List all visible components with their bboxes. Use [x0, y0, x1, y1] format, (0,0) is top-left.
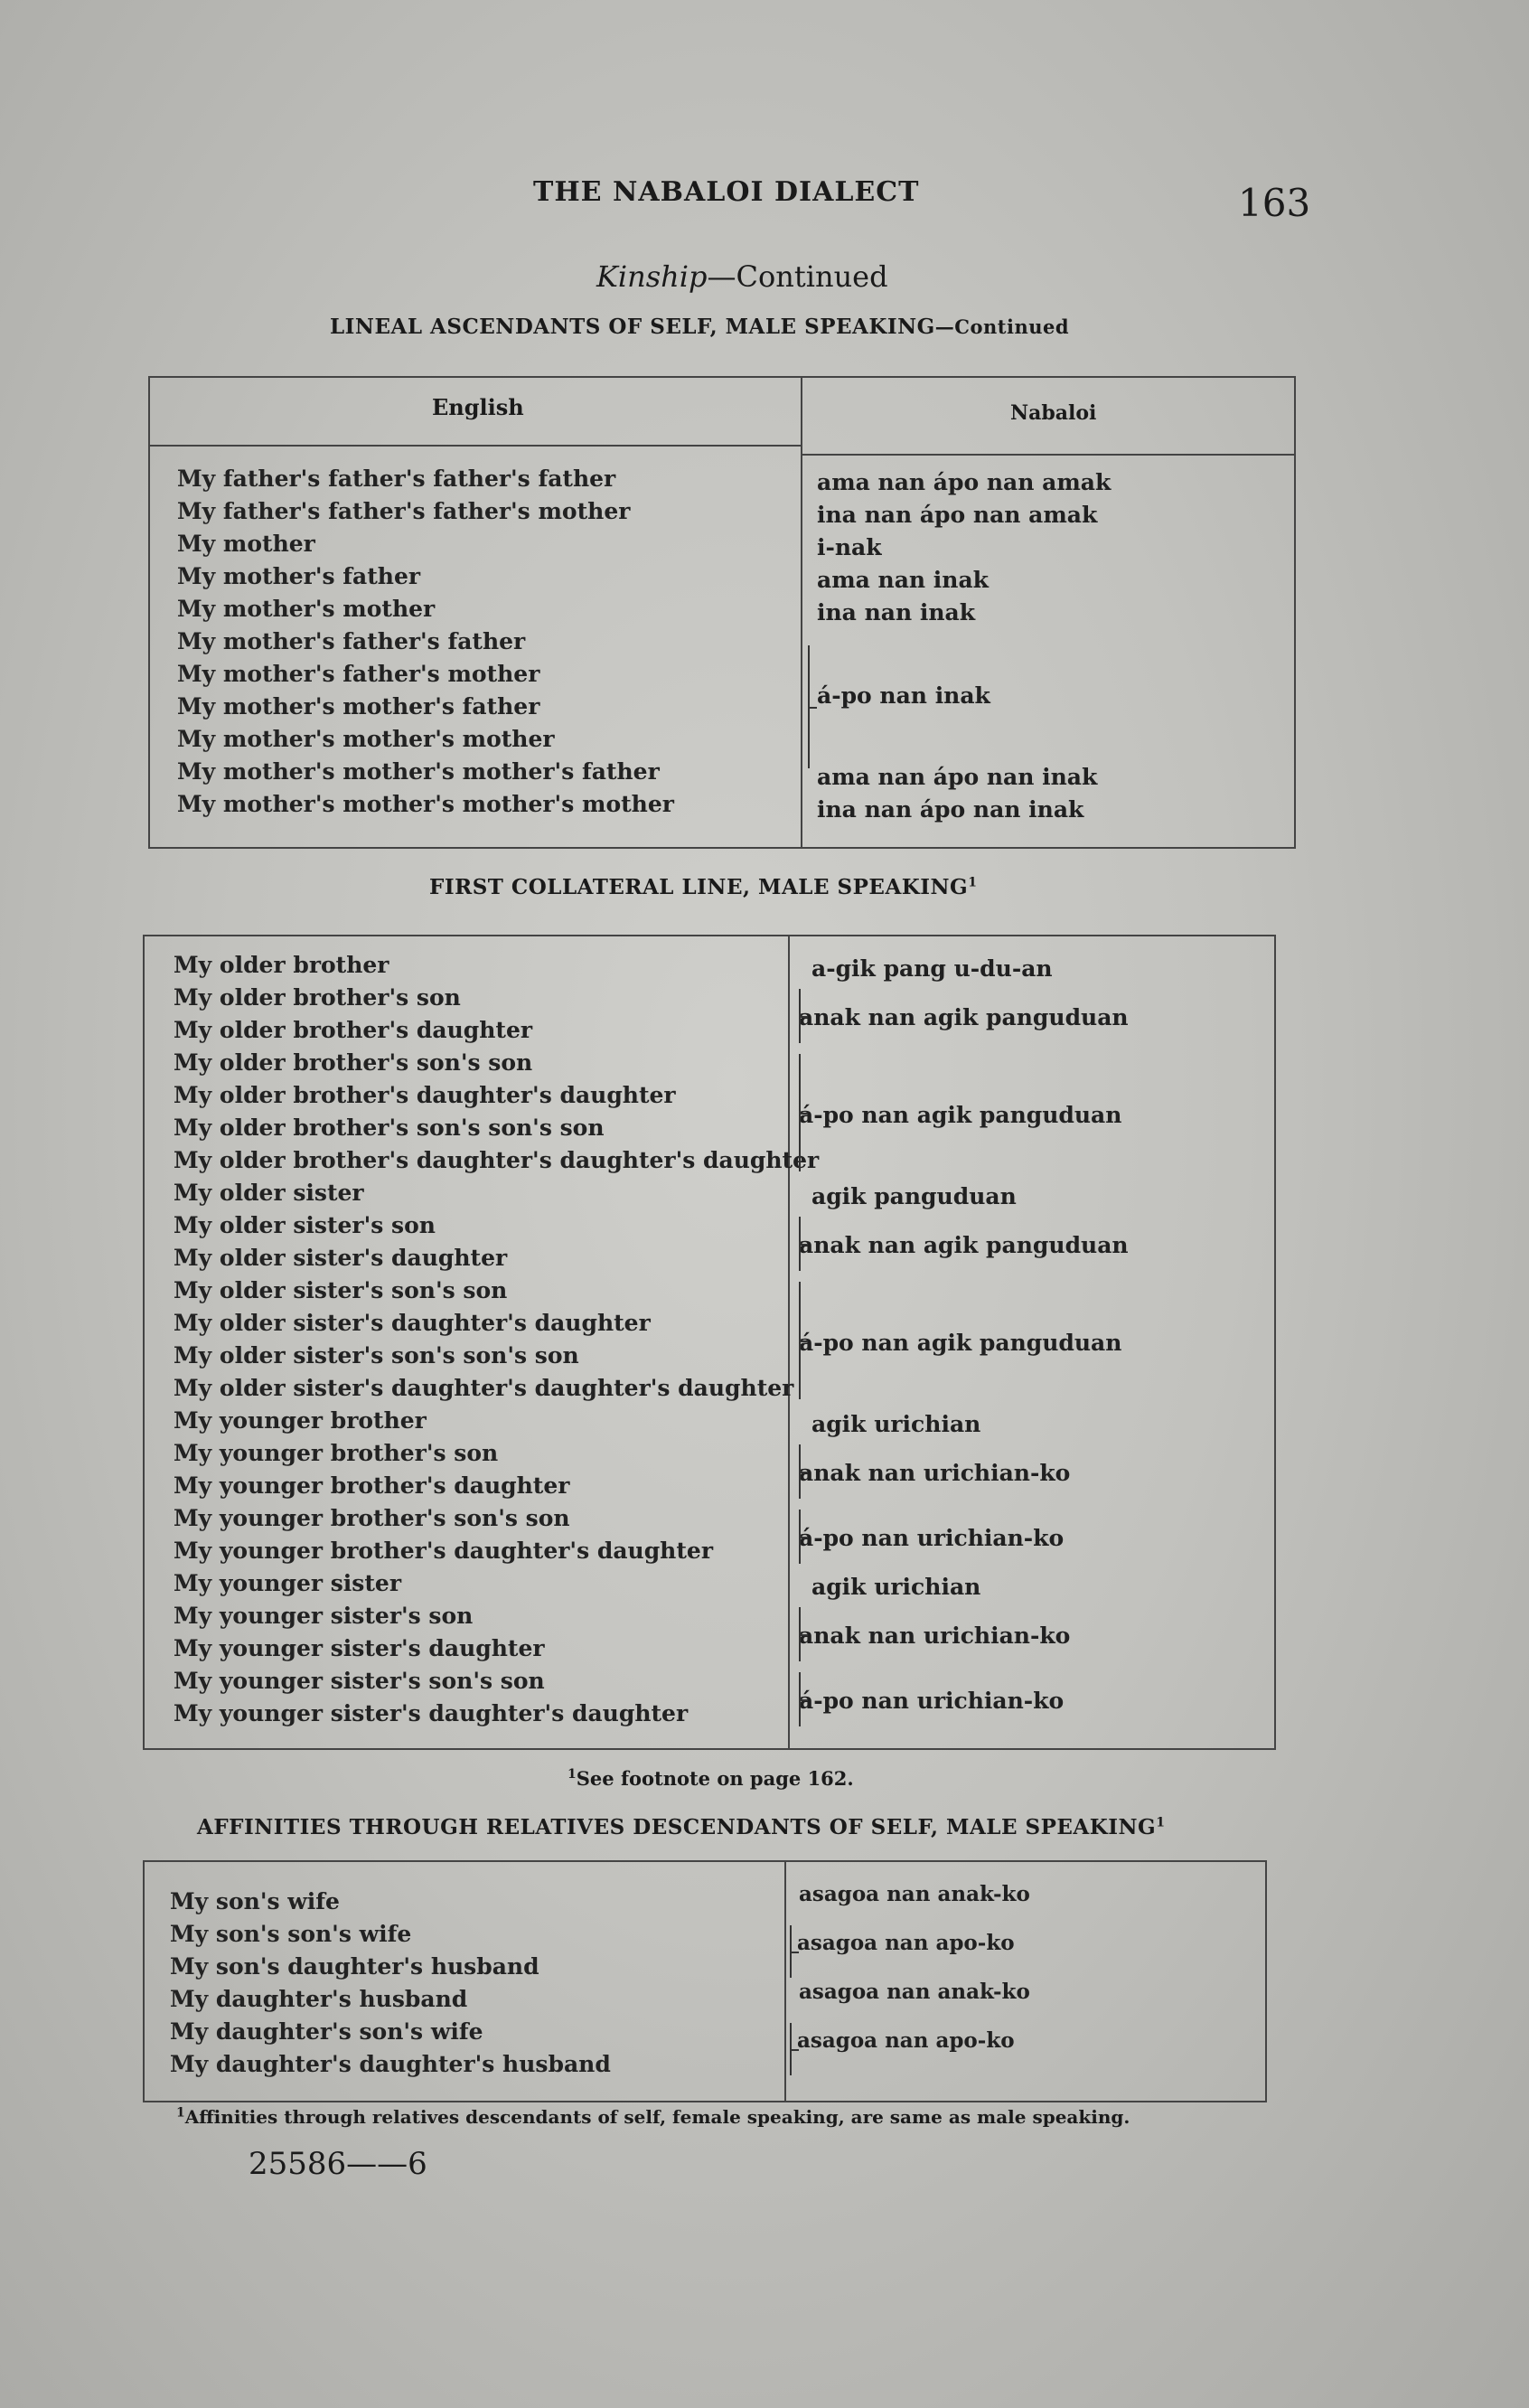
nabaloi-term: i-nak — [817, 534, 882, 560]
english-term: My daughter's husband — [170, 1986, 468, 2012]
nabaloi-term: ina nan ápo nan amak — [817, 502, 1098, 528]
header-rule-english — [150, 445, 801, 447]
english-term: My mother's father — [177, 563, 421, 589]
grouping-brace — [799, 1672, 810, 1726]
nabaloi-term: á-po nan urichian-ko — [799, 1688, 1065, 1714]
footnote-marker: 1 — [1156, 1815, 1166, 1830]
grouping-brace — [808, 645, 819, 768]
english-term: My younger sister — [174, 1570, 401, 1596]
english-term: My younger brother's daughter's daughter — [174, 1538, 713, 1564]
english-term: My older sister's son's son's son — [174, 1342, 579, 1369]
english-term: My younger sister's daughter — [174, 1635, 545, 1661]
english-term: My younger brother's son — [174, 1440, 499, 1466]
grouping-brace — [799, 1054, 810, 1171]
section2-footnote — [568, 1767, 854, 1790]
english-term: My older brother's daughter's daughter's daughter — [174, 1147, 820, 1173]
english-term: My mother's mother's mother's father — [177, 758, 660, 785]
english-term: My older sister's son — [174, 1212, 436, 1238]
kinship-continued: —Continued — [707, 259, 888, 294]
english-term: My mother's mother's father — [177, 693, 540, 720]
footnote-marker: 1 — [568, 1767, 577, 1782]
grouping-brace — [799, 1217, 810, 1271]
english-term: My older sister's daughter's daughter's daughter — [174, 1375, 794, 1401]
section2-heading — [429, 875, 977, 899]
nabaloi-term: ama nan ápo nan inak — [817, 764, 1098, 790]
footnote-marker: 1 — [176, 2105, 185, 2121]
nabaloi-term: á-po nan urichian-ko — [799, 1525, 1065, 1551]
nabaloi-term: anak nan urichian-ko — [799, 1623, 1071, 1649]
kinship-heading — [596, 259, 888, 294]
english-term: My older sister's daughter's daughter — [174, 1310, 651, 1336]
column-header-english: English — [432, 394, 524, 420]
english-term: My older brother's son — [174, 984, 461, 1011]
english-term: My mother — [177, 531, 315, 557]
english-term: My older sister's son's son — [174, 1277, 508, 1303]
section1-heading — [330, 315, 1069, 339]
grouping-brace — [790, 2023, 801, 2075]
column-divider — [788, 936, 790, 1748]
english-term: My older sister — [174, 1180, 364, 1206]
nabaloi-term: ina nan ápo nan inak — [817, 796, 1084, 823]
english-term: My mother's father's mother — [177, 661, 540, 687]
section1-continued: —Continued — [934, 315, 1070, 338]
english-term: My daughter's daughter's husband — [170, 2051, 611, 2077]
nabaloi-term: a-gik pang u-du-an — [811, 955, 1053, 982]
english-term: My son's wife — [170, 1888, 340, 1914]
section2-table — [143, 935, 1276, 1750]
footnote-text: See footnote on page 162. — [576, 1767, 854, 1790]
nabaloi-term: á-po nan agik panguduan — [799, 1330, 1122, 1356]
english-term: My son's son's wife — [170, 1921, 412, 1947]
nabaloi-term: anak nan agik panguduan — [799, 1004, 1129, 1030]
section1-table — [148, 376, 1296, 849]
header-rule-nabaloi — [801, 454, 1294, 456]
grouping-brace — [790, 1925, 801, 1978]
english-term: My mother's father's father — [177, 628, 526, 654]
english-term: My older brother's son's son's son — [174, 1115, 605, 1141]
section1-title: LINEAL ASCENDANTS OF SELF, MALE SPEAKING — [330, 315, 935, 339]
nabaloi-term: agik panguduan — [811, 1183, 1017, 1209]
english-term: My older brother's son's son — [174, 1049, 533, 1076]
nabaloi-term: ama nan ápo nan amak — [817, 469, 1112, 495]
footnote-text: Affinities through relatives descendants of self, female speaking, are same as male speaking. — [184, 2106, 1130, 2128]
kinship-label: Kinship — [596, 259, 708, 294]
grouping-brace — [799, 1510, 810, 1564]
grouping-brace — [799, 1607, 810, 1661]
english-term: My older brother's daughter — [174, 1017, 533, 1043]
english-term: My mother's mother's mother's mother — [177, 791, 674, 817]
grouping-brace — [799, 1282, 810, 1399]
english-term: My father's father's father's mother — [177, 498, 631, 524]
nabaloi-term: asagoa nan anak-ko — [799, 1980, 1030, 2004]
nabaloi-term: ama nan inak — [817, 567, 990, 593]
nabaloi-term: asagoa nan apo-ko — [797, 1931, 1015, 1955]
nabaloi-term: agik urichian — [811, 1574, 981, 1600]
english-term: My father's father's father's father — [177, 466, 616, 492]
english-term: My younger sister's daughter's daughter — [174, 1700, 689, 1726]
english-term: My mother's mother — [177, 596, 436, 622]
section3-title: AFFINITIES THROUGH RELATIVES DESCENDANTS OF SELF, MALE SPEAKING — [197, 1815, 1157, 1839]
english-term: My younger sister's son — [174, 1603, 474, 1629]
running-head: THE NABALOI DIALECT — [533, 176, 920, 208]
nabaloi-term: á-po nan agik panguduan — [799, 1102, 1122, 1128]
column-header-nabaloi: Nabaloi — [1010, 401, 1097, 425]
english-term: My younger brother's son's son — [174, 1505, 570, 1531]
english-term: My older sister's daughter — [174, 1245, 508, 1271]
nabaloi-term: agik urichian — [811, 1411, 981, 1437]
column-divider — [784, 1862, 786, 2101]
english-term: My mother's mother's mother — [177, 726, 555, 752]
column-divider — [801, 378, 802, 847]
section3-table — [143, 1860, 1267, 2102]
grouping-brace — [799, 1444, 810, 1499]
english-term: My younger brother — [174, 1407, 427, 1434]
print-code: 25586——6 — [249, 2146, 427, 2182]
english-term: My older brother's daughter's daughter — [174, 1082, 676, 1108]
english-term: My older brother — [174, 952, 389, 978]
english-term: My younger sister's son's son — [174, 1668, 545, 1694]
nabaloi-term: anak nan urichian-ko — [799, 1460, 1071, 1486]
page-number: 163 — [1238, 181, 1311, 225]
nabaloi-term: ina nan inak — [817, 599, 976, 626]
section3-footnote — [176, 2106, 1130, 2128]
nabaloi-term: á-po nan inak — [817, 682, 990, 709]
nabaloi-term: asagoa nan apo-ko — [797, 2028, 1015, 2053]
english-term: My son's daughter's husband — [170, 1953, 539, 1980]
english-term: My daughter's son's wife — [170, 2018, 483, 2045]
grouping-brace — [799, 989, 810, 1043]
english-term: My younger brother's daughter — [174, 1472, 570, 1499]
nabaloi-term: anak nan agik panguduan — [799, 1232, 1129, 1258]
section3-heading — [197, 1815, 1165, 1839]
section2-title: FIRST COLLATERAL LINE, MALE SPEAKING — [429, 875, 969, 899]
nabaloi-term: asagoa nan anak-ko — [799, 1882, 1030, 1906]
footnote-marker: 1 — [968, 875, 978, 890]
